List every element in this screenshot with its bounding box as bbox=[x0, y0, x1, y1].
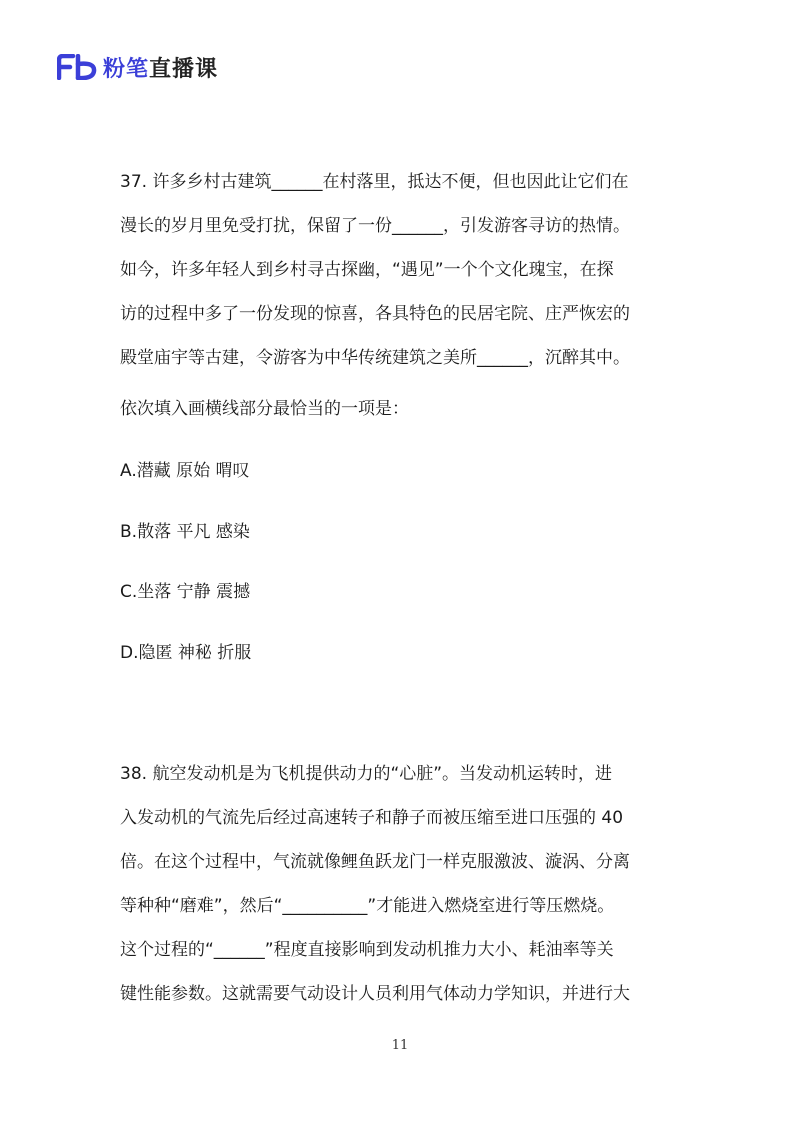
stem-line: 38. 航空发动机是为飞机提供动力的“心脏”。当发动机运转时，进 bbox=[120, 764, 613, 784]
brand-name bbox=[103, 52, 218, 83]
stem-line: 37. 许多乡村古建筑______在村落里，抵达不便，但也因此让它们在 bbox=[120, 172, 629, 192]
stem-line: 漫长的岁月里免受打扰，保留了一份______，引发游客寻访的热情。 bbox=[120, 216, 630, 236]
stem-line: 等种种“磨难”，然后“__________”才能进入燃烧室进行等压燃烧。 bbox=[120, 896, 615, 916]
brand-name-plain: 直播课 bbox=[149, 56, 219, 82]
stem-line: 访的过程中多了一份发现的惊喜，各具特色的民居宅院、庄严恢宏的 bbox=[120, 304, 630, 324]
option-d: D.隐匿 神秘 折服 bbox=[120, 643, 252, 663]
stem-line: 殿堂庙宇等古建，令游客为中华传统建筑之美所______，沉醉其中。 bbox=[120, 348, 630, 368]
question-38-stem bbox=[120, 752, 680, 1016]
question-37-prompt-block bbox=[120, 387, 680, 431]
question-37 bbox=[120, 160, 680, 380]
stem-line: 如今，许多年轻人到乡村寻古探幽，“遇见”一个个文化瑰宝，在探 bbox=[120, 260, 614, 280]
option-b: B.散落 平凡 感染 bbox=[120, 522, 250, 542]
question-38 bbox=[120, 752, 680, 1016]
question-37-stem bbox=[120, 160, 680, 380]
page-number: 11 bbox=[391, 1038, 409, 1053]
stem-line: 入发动机的气流先后经过高速转子和静子而被压缩至进口压强的 40 bbox=[120, 808, 624, 828]
brand-logo bbox=[57, 52, 218, 82]
stem-line: 倍。在这个过程中，气流就像鲤鱼跃龙门一样克服激波、漩涡、分离 bbox=[120, 852, 630, 872]
question-prompt: 依次填入画横线部分最恰当的一项是： bbox=[120, 399, 409, 419]
option-c: C.坐落 宁静 震撼 bbox=[120, 582, 251, 602]
fenbi-logo-icon bbox=[57, 54, 97, 80]
brand-name-accent: 粉笔 bbox=[103, 56, 150, 82]
option-a: A.潜藏 原始 喟叹 bbox=[120, 461, 250, 481]
stem-line: 这个过程的“______”程度直接影响到发动机推力大小、耗油率等关 bbox=[120, 940, 614, 960]
stem-line: 键性能参数。这就需要气动设计人员利用气体动力学知识，并进行大 bbox=[120, 984, 630, 1004]
